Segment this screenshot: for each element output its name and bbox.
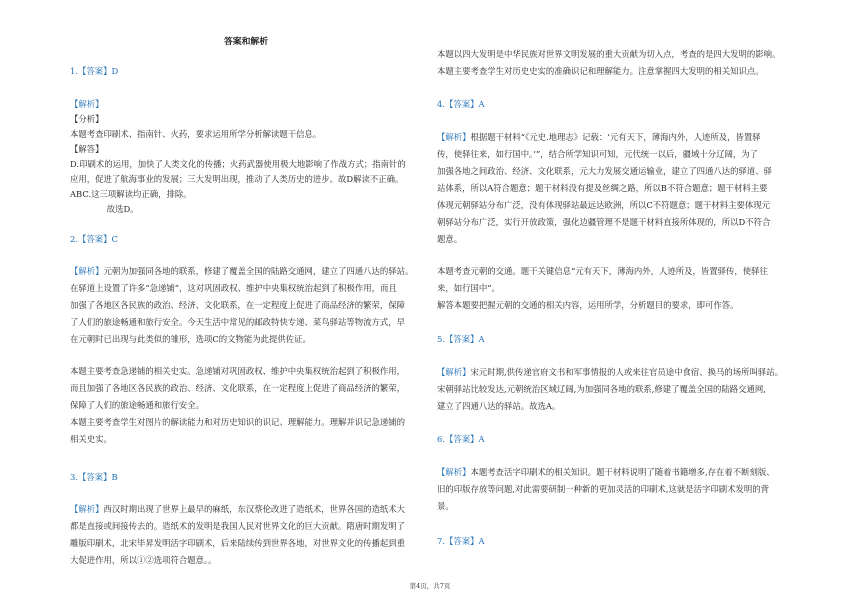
analysis-label: 【解析】 — [70, 504, 104, 514]
text-line: 雕版印刷术，北宋毕昇发明活字印刷术，后来陆续传到世界各地，对世界文化的传播起到重 — [70, 538, 405, 548]
text-line: 旧的印版存放等问题,对此需要研制一种新的更加灵活的印刷术,这就是活字印刷术发明的背 — [437, 484, 769, 494]
text-line: D.印刷术的运用，加快了人类文化的传播；火药武器使用极大地影响了作战方式；指南针的 — [70, 159, 406, 169]
analysis-label: 【解析】 — [437, 467, 471, 477]
text-line: 应用，促进了航海事业的发展；三大发明出现，推动了人类历史的进步。故D解读不正确。 — [70, 174, 404, 184]
text-line: 传，使驿往来，如行国中。’”，结合所学知识可知，元代统一以后，疆域十分辽阔，为了 — [437, 149, 758, 159]
text-line: 加强各地之间政治、经济、文化联系，元大力发展交通运输业，建立了四通八达的驿道、驿 — [437, 166, 772, 176]
text-line: 体现元朝驿站分布广泛，没有体现驿站最远达欧洲，所以C不符题意；题干材料主要体现元 — [437, 200, 771, 210]
answer-label: 6.【答案】A — [437, 434, 485, 444]
analysis-label: 【解析】 — [70, 266, 104, 276]
page-title: 答案和解析 — [224, 37, 268, 47]
text-line: 大促进作用，所以①②选项符合题意。。 — [70, 555, 217, 565]
text-line: 保障了人们的旅途畅通和旅行安全。 — [70, 400, 204, 410]
text-line: 本题主要考查学生对历史史实的准确识记和理解能力。注意掌握四大发明的相关知识点。 — [437, 66, 764, 76]
answer-label: 5.【答案】A — [437, 334, 485, 344]
text-line: 了人们的旅途畅通和旅行安全。今天生活中常见的邮政特快专递、菜鸟驿站等物流方式，早 — [70, 317, 405, 327]
text-line: 【解答】 — [70, 144, 104, 154]
text-line: 【分析】 — [70, 114, 104, 124]
text-line: 加强了各地区各民族的政治、经济、文化联系，在一定程度上促进了商品经济的繁荣，保障 — [70, 300, 405, 310]
answer-label: 4.【答案】A — [437, 99, 485, 109]
text-line: ABC.这三项解读均正确，排除。 — [70, 189, 192, 199]
analysis-label: 【解析】 — [437, 367, 471, 377]
text-line: 本题考查印刷术、指南针、火药，要求运用所学分析解读题干信息。 — [70, 129, 322, 139]
text-line: 【解析】宋元时期,供传递官府文书和军事情报的人或来往官员途中食宿、换马的场所叫驿站。 — [437, 367, 784, 377]
text-line: 在驿道上设置了许多“急递铺”，这对巩固政权、维护中央集权统治起到了积极作用，而且 — [70, 283, 397, 293]
answer-label: 1.【答案】D — [70, 66, 119, 76]
text-line: 故选D。 — [90, 204, 139, 214]
text-line: 【解析】本题考查活字印刷术的相关知识。题干材料说明了随着书籍增多,存在着不断刻版、 — [437, 467, 775, 477]
text-line: 本题以四大发明是中华民族对世界文明发展的重大贡献为切入点，考查的是四大发明的影响。 — [437, 49, 781, 59]
answer-label: 【解析】 — [70, 99, 104, 109]
text-line: 【解析】元朝为加强同各地的联系，修建了覆盖全国的陆路交通网，建立了四通八达的驿站。 — [70, 266, 414, 276]
answer-label: 2.【答案】C — [70, 234, 118, 244]
text-line: 宋朝驿站比较发达,元朝统治区域辽阔,为加强同各地的联系,修建了覆盖全国的陆路交通网, — [437, 384, 766, 394]
text-line: 本题考查元朝的交通。题干关键信息“元有天下，薄海内外，人迹所及，皆置驿传，使驿往 — [437, 266, 768, 276]
text-line: 【解析】根据题干材料“《元史.地理志》记载：‘元有天下，薄海内外，人迹所及，皆置驿 — [437, 132, 761, 142]
analysis-label: 【解析】 — [437, 132, 471, 142]
text-line: 相关史实。 — [70, 434, 112, 444]
text-line: 【解析】西汉时期出现了世界上最早的麻纸，东汉蔡伦改进了造纸术，世界各国的造纸术大 — [70, 504, 405, 514]
text-line: 景。 — [437, 501, 454, 511]
text-line: 站体系，所以A符合题意；题干材料没有提及丝绸之路，所以B不符合题意；题干材料主要 — [437, 183, 768, 193]
text-line: 本题主要考查急递铺的相关史实。急递铺对巩固政权、维护中央集权统治起到了积极作用， — [70, 366, 405, 376]
text-line: 题意。 — [437, 234, 463, 244]
text-line: 建立了四通八达的驿站。故选A。 — [437, 401, 561, 411]
text-line: 都是直接或间接传去的。造纸术的发明是我国人民对世界文化的巨大贡献。隋唐时期发明了 — [70, 521, 405, 531]
answer-label: 7.【答案】A — [437, 536, 485, 546]
text-line: 解答本题要把握元朝的交通的相关内容，运用所学，分析题目的要求，即可作答。 — [437, 300, 739, 310]
page-footer: 第4页，共7页 — [409, 582, 451, 590]
text-line: 本题主要考查学生对图片的解读能力和对历史知识的识记、理解能力。理解并识记急递铺的 — [70, 417, 405, 427]
text-line: 而且加强了各地区各民族的政治、经济、文化联系，在一定程度上促进了商品经济的繁荣， — [70, 383, 405, 393]
text-line: 在元朝时已出现与此类似的雏形，选项C的文物能为此提供佐证。 — [70, 334, 311, 344]
text-line: 朝驿站分布广泛，实行开放政策，强化边疆管理不是题干材料直接所体现的，所以D不符合 — [437, 217, 771, 227]
text-line: 来，如行国中”。 — [437, 283, 500, 293]
answer-label: 3.【答案】B — [70, 472, 118, 482]
